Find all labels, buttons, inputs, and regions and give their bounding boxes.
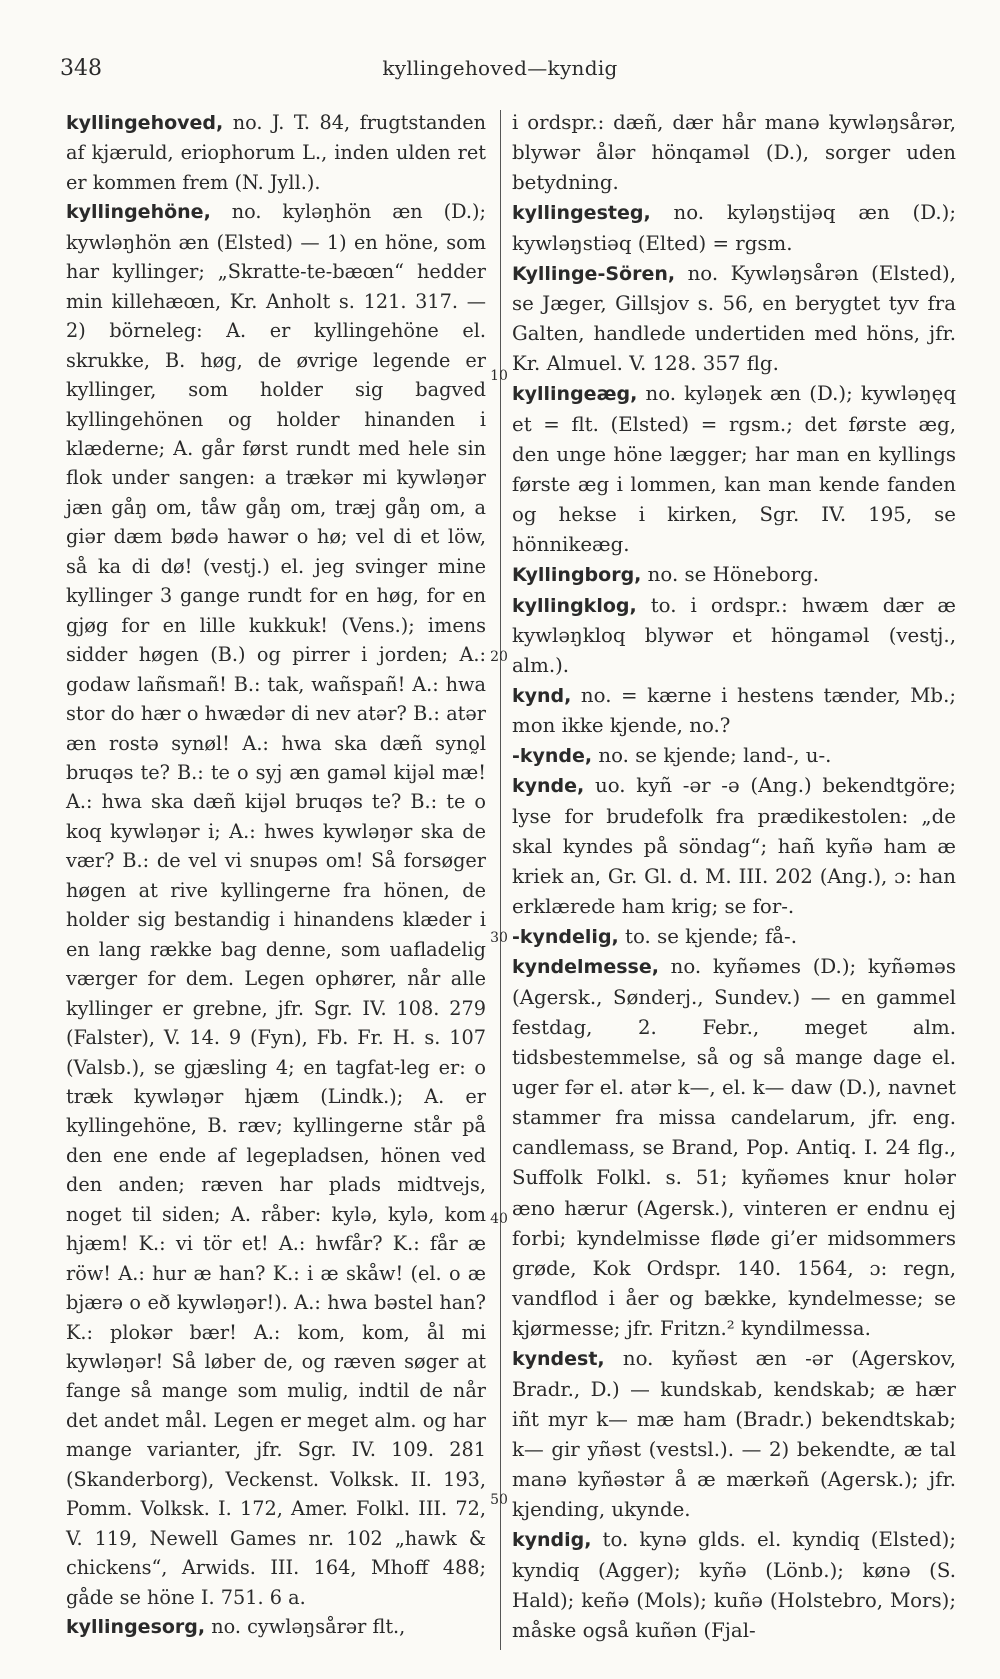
dictionary-entry [512,198,956,258]
right-column [512,108,956,1646]
column-divider [500,110,501,1650]
page-header [60,56,940,86]
entry-text: no. se kjende; land-, u-. [592,744,832,768]
running-head: kyllingehoved—kyndig [382,56,618,80]
head-word: kyllingesteg, [512,202,651,225]
line-number: 40 [490,1211,508,1227]
dictionary-entry [512,1525,956,1646]
page-number: 348 [60,56,102,81]
dictionary-entry [512,1344,956,1525]
dictionary-entry [66,108,486,197]
line-number: 20 [490,649,508,665]
entry-text: no. Kywləŋsårən (Elsted), se Jæger, Gillsjov s. 56, en berygtet tyv fra Galten, handlede undertiden med höns, jfr. Kr. Almuel. V. 128. 357 flg. [512,261,956,376]
entry-text: to. kynə glds. el. kyndiq (Elsted); kyndiq (Agger); kyñə (Lönb.); kønə (S. Hald); keñə (Mols); kuñə (Holstebro, Mors); måske også kuñən (Fjal- [512,1528,956,1642]
head-word: kyllingeæg, [512,383,638,406]
entry-text: i ordspr.: dæñ, dær hår manə kywləŋsårər, blywər ålər hönqaməl (D.), sorger uden betydning. [512,111,956,195]
entry-text: no. kyñəst æn -ər (Agerskov, Bradr., D.) — kundskab, kendskab; æ hær iñt myr k— mæ ham (Bradr.) bekendtskab; k— gir yñəst (vestsl.). — 2) bekendte, æ tal manə kyñəstər å æ mærkəñ (Agersk.); jfr. kjending, ukynde. [512,1347,956,1522]
entry-text: no. se Höneborg. [641,563,820,587]
entry-text: no. cywləŋsårər flt., [205,1615,406,1639]
entry-text: to. se kjende; få-. [618,925,797,949]
entry-text: no. kyləŋstijəq æn (D.); kywləŋstiəq (Elted) = rgsm. [512,201,956,255]
entry-text: to. i ordspr.: hwæm dær æ kywləŋkloq blywər et höngaməl (vestj., alm.). [512,593,956,677]
head-word: kyllingesorg, [66,1616,206,1639]
dictionary-entry [512,560,956,590]
line-number: 10 [490,368,508,384]
dictionary-entry [512,952,956,1344]
dictionary-entry [512,922,956,952]
dictionary-entry [512,259,956,380]
entry-text: no. = kærne i hestens tænder, Mb.; mon ikke kjende, no.? [512,683,956,738]
dictionary-entry [512,379,956,560]
dictionary-entry [512,108,956,198]
head-word: kyndig, [512,1529,592,1552]
head-word: Kyllinge-Sören, [512,262,676,285]
head-word: kynde, [512,775,585,798]
head-word: kyndest, [512,1348,605,1371]
head-word: kynd, [512,684,572,707]
dictionary-entry [66,197,486,1612]
entry-text: no. kyləŋhön æn (D.); kywləŋhön æn (Elsted) — 1) en höne, som har kyllinger; „Skratte-te-bæœn“ hedder min killehæœn, Kr. Anholt s. 121. 317. — 2) börneleg: A. er kyllingehöne el. skrukke, B. høg, de øvrige legende er kyllinger, som holder sig bagved kyllingehönen og holder hinanden i klæderne; A. går først rundt med hele sin flok under sangen: a trækər mi kywləŋər jæn gåŋ om, tåw gåŋ om, træj gåŋ om, a giər dæm bødə hawər o hø; vel di et löw, så ka di dø! (vestj.) el. jeg svinger mine kyllinger 3 gange rundt for en høg, for en gjøg for en lille kukkuk! (Vens.); imens sidder høgen (B.) og pirrer i jorden; A.: godaw lañsmañ! B.: tak, wañspañ! A.: hwa stor do hær o hwædər di nev atər? B.: atər æn rostə synøl! A.: hwa ska dæñ syno̰l bruqəs te? B.: te o syj æn gaməl kijəl mæ! A.: hwa ska dæñ kijəl bruqəs te? B.: te o koq kywləŋər i; A.: hwes kywləŋər ska de vær? B.: de vel vi snupəs om! Så forsøger høgen at rive kyllingerne fra hönen, de holder sig bestandig i hinandens klæder i en lang række bag denne, som uafladelig værger for dem. Legen ophører, når alle kyllinger er grebne, jfr. Sgr. IV. 108. 279 (Falster), V. 14. 9 (Fyn), Fb. Fr. H. s. 107 (Valsb.), se gjæsling 4; en tagfat-leg er: o træk kywləŋər hjæm (Lindk.); A. er kyllingehöne, B. ræv; kyllingerne står på den ene ende af legepladsen, hönen ved den anden; ræven har plads midtvejs, noget til siden; A. råber: kylə, kylə, kom hjæm! K.: vi tör et! A.: hwfår? K.: får æ röw! A.: hur æ han? K.: i æ skåw! (el. o æ bjærə o eð kywləŋər!). A.: hwa bəstel han? K.: plokər bær! A.: kom, kom, ål mi kywləŋər! Så løber de, og ræven søger at fange så mange som mulig, indtil de når det andet mål. Legen er meget alm. og har mange varianter, jfr. Sgr. IV. 109. 281 (Skanderborg), Veckenst. Volksk. II. 193, Pomm. Volksk. I. 172, Amer. Folkl. III. 72, V. 119, Newell Games nr. 102 „hawk & chickens“, Arwids. III. 164, Mhoff 488; gåde se höne I. 751. 6 a. [66,200,486,1609]
dictionary-entry [512,681,956,741]
entry-text: no. kyñəmes (D.); kyñəməs (Agersk., Sønderj., Sundev.) — en gammel festdag, 2. Febr., meget alm. tidsbestemmelse, så og så mange dage el. uger fər el. atər k—, el. k— daw (D.), navnet stammer fra missa candelarum, jfr. eng. candlemass, se Brand, Pop. Antiq. I. 24 flg., Suffolk Folkl. s. 51; kyñəmes knur holər æno hærur (Agersk.), vinteren er endnu ej forbi; kyndelmisse fløde gi’er midsommers grøde, Kok Ordspr. 140. 1564, ɔ: regn, vandflod i åer og bække, kyndelmesse; se kjørmesse; jfr. Fritzn.² kyndilmessa. [512,955,956,1341]
entry-text: no. kyləŋek æn (D.); kywləŋęq et = flt. (Elsted) = rgsm.; det første æg, den unge höne lægger; har man en kyllings første æg i lommen, kan man kende fanden og hekse i kirken, Sgr. IV. 195, se hönnikeæg. [512,382,956,557]
dictionary-entry [512,741,956,771]
head-word: -kynde, [512,745,593,768]
head-word: Kyllingborg, [512,564,642,587]
head-word: kyllingklog, [512,594,637,617]
head-word: kyndelmesse, [512,956,659,979]
dictionary-entry [66,1612,486,1642]
left-column [66,108,486,1643]
entry-text: uo. kyñ -ər -ə (Ang.) bekendtgöre; lyse for brudefolk fra prædikestolen: „de skal kyndes på söndag“; hañ kyñə ham æ kriek an, Gr. Gl. d. M. III. 202 (Ang.), ɔ: han erklærede ham krig; se for-. [512,774,956,919]
head-word: kyllingehoved, [66,112,224,134]
entry-text: no. J. T. 84, frugtstanden af kjæruld, eriophorum L., inden ulden ret er kommen frem (N. Jyll.). [66,111,486,194]
head-word: kyllingehöne, [66,201,211,224]
dictionary-entry [512,771,956,922]
line-number: 30 [490,930,508,946]
line-number: 50 [490,1492,508,1508]
head-word: -kyndelig, [512,926,619,949]
dictionary-entry [512,591,956,681]
